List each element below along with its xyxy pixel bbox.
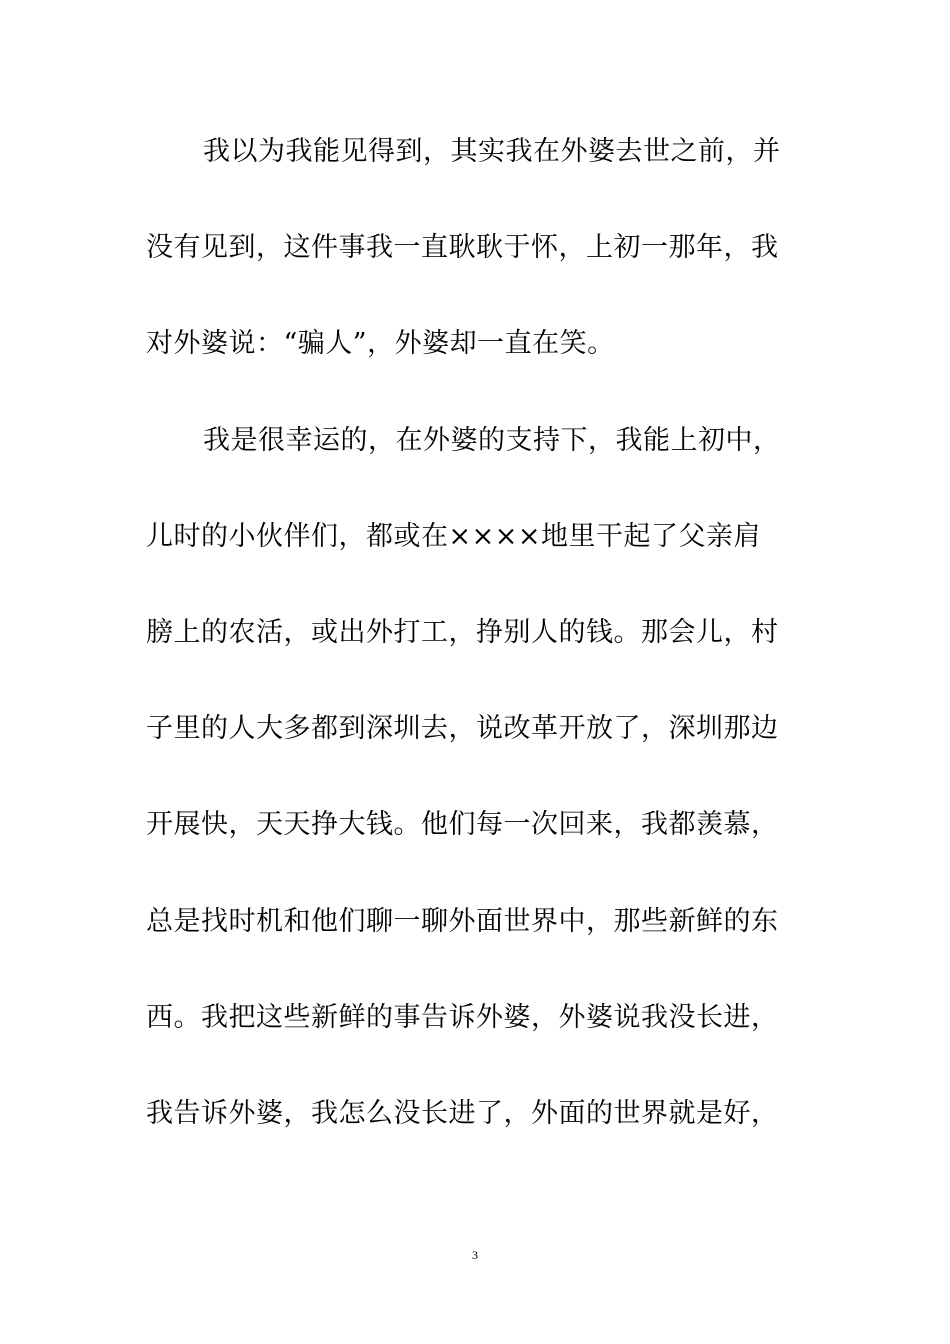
paragraph-2-line-5: 开展快，天天挣大钱。他们每一次回来，我都羡慕， (146, 809, 779, 841)
page-number: 3 (472, 1248, 478, 1262)
paragraph-2-line-7: 西。我把这些新鲜的事告诉外婆，外婆说我没长进， (146, 1001, 779, 1033)
paragraph-2-line-3: 膀上的农活，或出外打工，挣别人的钱。那会儿，村 (146, 616, 779, 648)
paragraph-2-line-1: 我是很幸运的，在外婆的支持下，我能上初中， (203, 424, 781, 456)
body-text (146, 128, 808, 1186)
paragraph-1-line-1: 我以为我能见得到，其实我在外婆去世之前，并 (203, 136, 781, 167)
paragraph-1-line-3: 对外婆说：“骗人”，外婆却一直在笑。 (146, 328, 615, 360)
paragraph-1-line-2: 没有见到，这件事我一直耿耿于怀，上初一那年，我 (146, 232, 779, 264)
paragraph-2-line-6: 总是找时机和他们聊一聊外面世界中，那些新鲜的东 (146, 905, 779, 937)
paragraph-2-line-8: 我告诉外婆，我怎么没长进了，外面的世界就是好， (146, 1097, 779, 1129)
paragraph-2-line-4: 子里的人大多都到深圳去，说改革开放了，深圳那边 (146, 713, 779, 745)
paragraph-2-line-2: 儿时的小伙伴们，都或在××××地里干起了父亲肩 (146, 520, 761, 552)
